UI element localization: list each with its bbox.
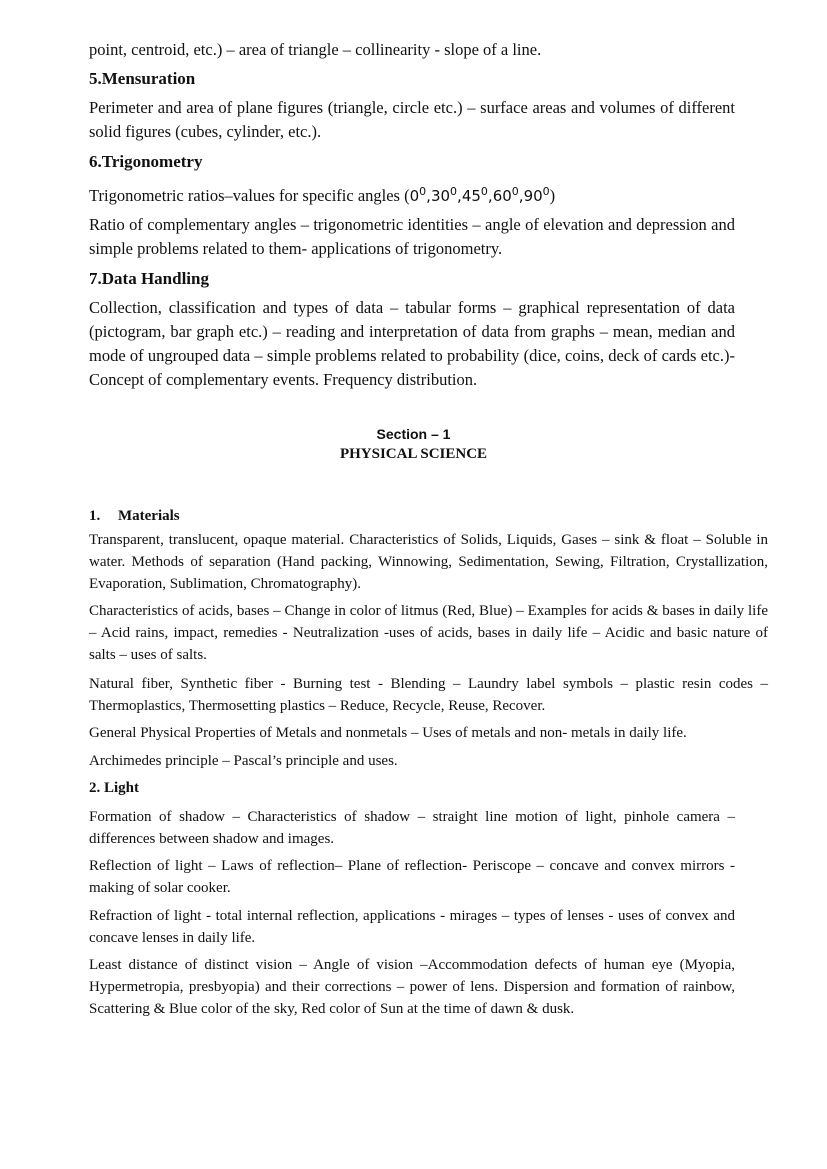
- degree-mark: 0: [419, 185, 427, 198]
- light-paragraph: Least distance of distinct vision – Angle of vision –Accommodation defects of human eye (Myopia, Hypermetropia, presbyopia) and their corrections – power of lens. Dispersion and formation of rainbow, Scattering & Blue color of the sky, Red color of Sun at the time of dawn & dusk.: [89, 957, 735, 1017]
- mensuration-heading: 5.Mensuration: [89, 69, 196, 88]
- data-handling-heading: 7.Data Handling: [89, 269, 209, 288]
- trigonometry-heading: 6.Trigonometry: [89, 152, 203, 171]
- trigonometry-paragraph-1: [89, 180, 735, 208]
- materials-title: Materials: [118, 508, 180, 524]
- materials-number: 1.: [89, 508, 101, 524]
- angle-value: 0: [409, 187, 420, 205]
- trig-para-close: ): [549, 186, 556, 205]
- materials-paragraph: General Physical Properties of Metals and nonmetals – Uses of metals and non- metals in daily life.: [89, 725, 687, 741]
- materials-paragraph: Characteristics of acids, bases – Change in color of litmus (Red, Blue) – Examples for acids & bases in daily life – Acid rains, impact, remedies - Neutralization -uses of acids, bases in daily life – Acidic and basic nature of salts – uses of salts.: [89, 603, 768, 663]
- angle-list: $0^0,30^0,45^0,60^0,90^0$: [409, 185, 550, 205]
- trigonometry-paragraph-2: Ratio of complementary angles – trigonometric identities – angle of elevation and depression and simple problems related to them- applications of trigonometry.: [89, 215, 735, 258]
- angle-value: 90: [523, 187, 543, 205]
- light-paragraph: Refraction of light - total internal reflection, applications - mirages – types of lenses - uses of convex and concave lenses in daily life.: [89, 908, 735, 946]
- angle-value: 30: [430, 187, 451, 205]
- section-label: Section – 1: [376, 426, 451, 442]
- data-handling-paragraph: Collection, classification and types of data – tabular forms – graphical representation of data (pictogram, bar graph etc.) – reading and interpretation of data from graphs – mean, median and mode of ungrouped data – simple problems related to probability (dice, coins, deck of cards etc.)- Concept of complementary events. Frequency distribution.: [89, 298, 735, 389]
- section-title: PHYSICAL SCIENCE: [339, 446, 488, 462]
- trig-para-text: Trigonometric ratios–values for specific angles (: [89, 186, 410, 205]
- light-paragraph: Formation of shadow – Characteristics of shadow – straight line motion of light, pinhole camera – differences between shadow and images.: [89, 809, 735, 847]
- angle-value: 45: [461, 187, 481, 205]
- mensuration-paragraph: Perimeter and area of plane figures (triangle, circle etc.) – surface areas and volumes of different solid figures (cubes, cylinder, etc.).: [89, 98, 735, 141]
- light-paragraph: Reflection of light – Laws of reflection– Plane of reflection- Periscope – concave and convex mirrors - making of solar cooker.: [89, 858, 735, 896]
- materials-paragraph: Transparent, translucent, opaque material. Characteristics of Solids, Liquids, Gases – sink & float – Soluble in water. Methods of separation (Hand packing, Winnowing, Sedimentation, Sewing, Filtration, Crystallization, Evaporation, Sublimation, Chromatography).: [89, 532, 768, 592]
- degree-mark: 0: [542, 185, 550, 198]
- materials-paragraph: Archimedes principle – Pascal’s principle and uses.: [89, 753, 398, 769]
- materials-heading: [89, 506, 180, 526]
- degree-mark: 0: [450, 185, 458, 198]
- intro-line: point, centroid, etc.) – area of triangle – collinearity - slope of a line.: [89, 40, 542, 59]
- materials-paragraph: Natural fiber, Synthetic fiber - Burning test - Blending – Laundry label symbols – plastic resin codes – Thermoplastics, Thermosetting plastics – Reduce, Recycle, Reuse, Recover.: [89, 676, 768, 714]
- degree-mark: 0: [511, 185, 519, 198]
- light-heading: 2. Light: [89, 780, 140, 796]
- degree-mark: 0: [480, 185, 488, 198]
- angle-value: 60: [492, 187, 512, 205]
